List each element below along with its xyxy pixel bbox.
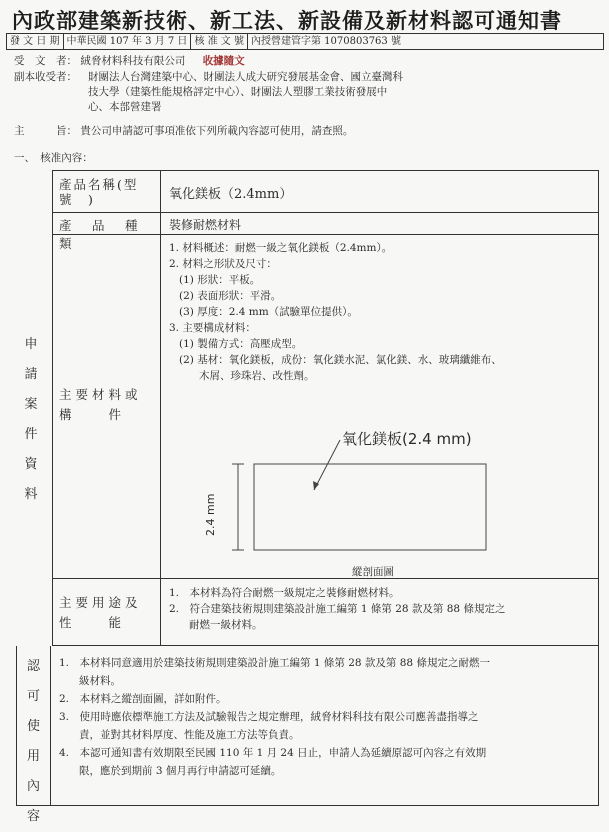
side-char: 件 (24, 427, 38, 442)
usage-label: 主要用途及性 能 (53, 579, 161, 645)
usage-line: 2. 符合建築技術規則建築設計施工編第 1 條第 28 款及第 88 條規定之 (169, 603, 506, 615)
issue-date-value: 中華民國 107 年 3 月 7 日 (64, 34, 192, 49)
approval-content (59, 654, 595, 780)
approval-line: 1. 本材料同意適用於建築技術規則建築設計施工編第 1 條第 28 款及第 88 條規定之耐燃一 (59, 657, 490, 669)
approval-char: 可 (26, 689, 40, 704)
material-line: (1) 製備方式：高壓成型。 (179, 338, 303, 350)
usage-line: 耐燃一級材料。 (189, 619, 263, 631)
product-name-value: 氧化鎂板（2.4mm） (169, 187, 293, 202)
material-line: (2) 基材：氧化鎂板，成份：氧化鎂水泥、氯化鎂、水、玻璃纖維布、 (179, 354, 502, 366)
application-side-label (22, 330, 40, 510)
approval-line: 限，應於到期前 3 個月再行申請認可延續。 (79, 765, 282, 777)
approval-line: 責，並對其材料厚度、性能及施工方法等負責。 (79, 729, 300, 741)
section-one-heading: 一、 核准內容： (14, 152, 93, 164)
side-char: 資 (24, 457, 38, 472)
material-line: 3. 主要構成材料： (169, 322, 256, 334)
cc-line-3: 心、本部營建署 (88, 101, 162, 113)
material-line: 1. 材料概述：耐燃一級之氧化鎂板（2.4mm）。 (169, 242, 393, 254)
cc-label: 副本收受者： (14, 71, 77, 83)
approval-no-value: 內授營建管字第 1070803763 號 (250, 36, 401, 47)
recipient-line (14, 54, 245, 69)
approval-char: 使 (26, 719, 40, 734)
recipient-stamp: 收據隨文 (202, 55, 245, 67)
diagram-caption: 縱剖面圖 (352, 566, 394, 578)
approval-table (16, 646, 599, 824)
product-name-row (53, 171, 598, 213)
approval-char: 內 (26, 779, 40, 794)
material-line: (3) 厚度：2.4 mm（試驗單位提供）。 (179, 306, 358, 318)
approval-char: 容 (26, 809, 40, 824)
cc-line-2: 技大學（建築性能規格評定中心）、財團法人塑膠工業技術發展中 (88, 86, 388, 98)
product-type-label: 產 品 種 類 (53, 213, 161, 234)
approval-char: 認 (26, 659, 40, 674)
callout-label: 氧化鎂板(2.4 mm) (342, 430, 472, 448)
approval-line: 級材料。 (79, 675, 121, 687)
panel-outline (254, 464, 486, 550)
recipient-value: 絨脅材料科技有限公司 (80, 55, 186, 67)
issue-date-label: 發 文 日 期 (7, 34, 64, 49)
approval-no-label: 核 准 文 號 (191, 34, 248, 49)
approval-line: 3. 使用時應依標準施工方法及試驗報告之規定辦理，絨脅材料科技有限公司應善盡指導之 (59, 711, 479, 723)
side-char: 請 (24, 367, 38, 382)
usage-row (53, 579, 598, 645)
subject-line (14, 124, 353, 139)
subject-value: 貴公司申請認可事項准依下列所載內容認可使用，請查照。 (80, 125, 354, 137)
cross-section-diagram (192, 432, 524, 580)
usage-line: 1. 本材料為符合耐燃一級規定之裝修耐燃材料。 (169, 587, 400, 599)
approval-line: 4. 本認可通知書有效期限至民國 110 年 1 月 24 日止，申請人為延續原認可內容之有效期 (59, 747, 487, 759)
dimension-label: 2.4 mm (204, 493, 217, 536)
approval-side-label (17, 646, 51, 824)
usage-content (161, 579, 598, 645)
materials-label: 主要材料或構 件 (53, 235, 161, 578)
material-line: (2) 表面形狀：平滑。 (179, 290, 282, 302)
material-line: (1) 形狀：平板。 (179, 274, 261, 286)
approval-line: 2. 本材料之縱剖面圖，詳如附件。 (59, 693, 227, 705)
material-line: 2. 材料之形狀及尺寸： (169, 258, 277, 270)
recipient-label: 受 文 者： (14, 55, 77, 67)
cross-section-drawing (192, 432, 524, 580)
cc-line-1: 財團法人台灣建築中心、財團法人成大研究發展基金會、國立臺灣科 (88, 71, 403, 83)
material-line: 木屑、珍珠岩、改性劑。 (199, 370, 315, 382)
callout-leader (314, 440, 340, 490)
header-row (6, 33, 604, 50)
product-type-value: 裝修耐燃材料 (169, 218, 242, 232)
approval-char: 用 (26, 749, 40, 764)
subject-label: 主 旨： (14, 125, 77, 137)
product-name-label: 產品名稱(型號 ) (53, 171, 161, 212)
side-char: 案 (24, 397, 38, 412)
document-title: 內政部建築新技術、新工法、新設備及新材料認可通知書 (12, 8, 562, 33)
side-char: 申 (24, 337, 38, 352)
side-char: 料 (24, 487, 38, 502)
